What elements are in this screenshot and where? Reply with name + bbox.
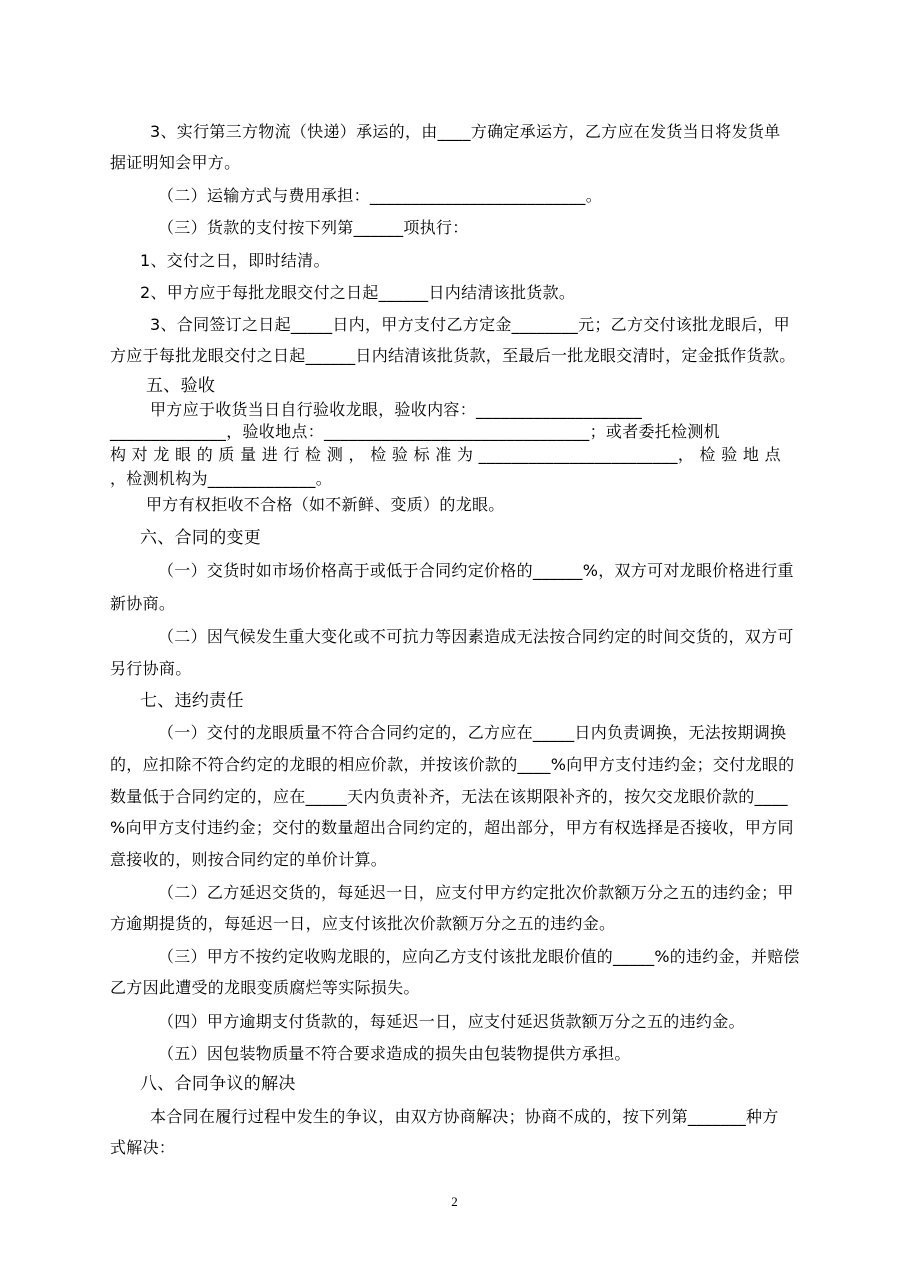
text-line: 乙方因此遭受的龙眼变质腐烂等实际损失。: [110, 978, 420, 997]
text-line: 2、甲方应于每批龙眼交付之日起______日内结清该批货款。: [140, 283, 576, 302]
text-line: （二）因气候发生重大变化或不可抗力等因素造成无法按合同约定的时间交货的，双方可: [158, 627, 794, 646]
text-line: 构 对 龙 眼 的 质 量 进 行 检 测 ， 检 验 标 准 为 ________________________， 检 验 地 点: [110, 445, 781, 464]
text-line: ______________，验收地点：________________________________；或者委托检测机: [110, 422, 720, 441]
text-line: 式解决：: [110, 1138, 176, 1157]
text-line: （三）甲方不按约定收购龙眼的，应向乙方支付该批龙眼价值的_____%的违约金，并赔偿: [158, 947, 800, 966]
text-line: 数量低于合同约定的，应在_____天内负责补齐，无法在该期限补齐的，按欠交龙眼价款的____: [110, 787, 788, 806]
text-line: %向甲方支付违约金；交付的数量超出合同约定的，超出部分，甲方有权选择是否接收，甲方同: [110, 818, 794, 837]
text-line: 另行协商。: [110, 659, 192, 678]
text-line: 甲方应于收货当日自行验收龙眼，验收内容：____________________: [150, 400, 643, 419]
text-line: 1、交付之日，即时结清。: [140, 251, 330, 270]
section-heading-disputes: 八、合同争议的解决: [140, 1074, 296, 1094]
text-line: （一）交货时如市场价格高于或低于合同约定价格的______%，双方可对龙眼价格进行重: [158, 561, 794, 580]
text-line: 3、实行第三方物流（快递）承运的，由____方确定承运方，乙方应在发货当日将发货单: [150, 122, 781, 141]
text-line: 新协商。: [110, 594, 176, 613]
text-line: （一）交付的龙眼质量不符合合同约定的，乙方应在_____日内负责调换，无法按期调换: [158, 723, 787, 742]
text-line: 3、合同签订之日起_____日内，甲方支付乙方定金________元；乙方交付该批龙眼后，甲: [150, 315, 790, 334]
text-line: （五）因包装物质量不符合要求造成的损失由包装物提供方承担。: [158, 1044, 631, 1063]
section-heading-liability: 七、违约责任: [140, 691, 244, 711]
text-line: ，检测机构为_____________。: [110, 469, 332, 488]
text-line: （三）货款的支付按下列第______项执行：: [158, 218, 469, 237]
section-heading-change: 六、合同的变更: [140, 528, 262, 548]
page-number: 2: [451, 1194, 458, 1209]
text-line: 的，应扣除不符合约定的龙眼的相应价款，并按该价款的____%向甲方支付违约金；交付龙眼的: [110, 755, 795, 774]
text-line: 方应于每批龙眼交付之日起______日内结清该批货款，至最后一批龙眼交清时，定金抵作货款。: [110, 346, 796, 365]
text-line: （四）甲方逾期支付货款的，每延迟一日，应支付延迟货款额万分之五的违约金。: [158, 1012, 745, 1031]
text-line: 意接收的，则按合同约定的单价计算。: [110, 850, 388, 869]
text-line: （二）运输方式与费用承担：__________________________。: [158, 186, 602, 205]
text-line: 本合同在履行过程中发生的争议，由双方协商解决；协商不成的，按下列第_______种方: [150, 1107, 779, 1126]
text-line: 甲方有权拒收不合格（如不新鲜、变质）的龙眼。: [146, 495, 505, 514]
section-heading-acceptance: 五、验收: [146, 376, 216, 396]
text-line: 方逾期提货的，每延迟一日，应支付该批次价款额万分之五的违约金。: [110, 914, 616, 933]
text-line: 据证明知会甲方。: [110, 153, 241, 172]
text-line: （二）乙方延迟交货的，每延迟一日，应支付甲方约定批次价款额万分之五的违约金；甲: [158, 883, 794, 902]
